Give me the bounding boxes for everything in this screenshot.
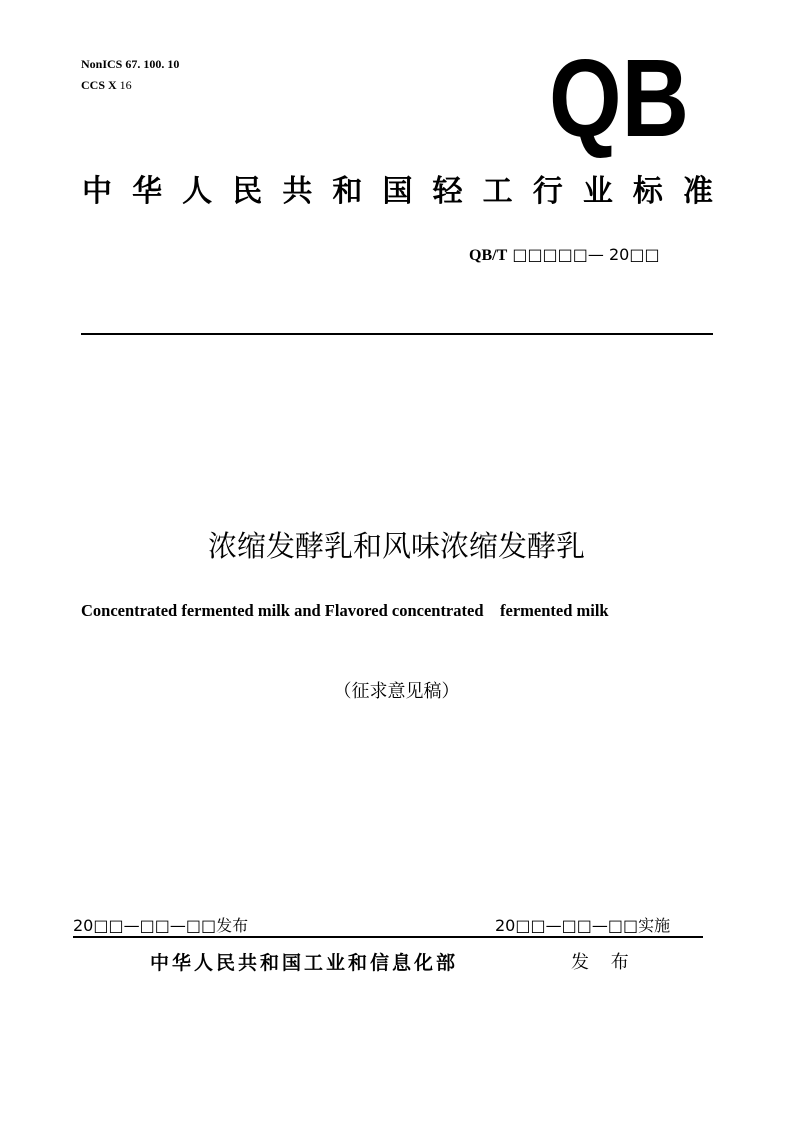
implement-date: 20□□—□□—□□实施 (495, 916, 671, 935)
standard-prefix: QB/T (469, 247, 508, 264)
issuer: 中华人民共和国工业和信息化部 (150, 952, 459, 974)
qb-logo-text: QB (549, 37, 689, 160)
title-chinese: 浓缩发酵乳和风味浓缩发酵乳 (207, 529, 585, 563)
title-english: Concentrated fermented milk and Flavored concentrated fermented milk (81, 601, 609, 620)
standard-code: □□□□□— 20□□ (507, 245, 660, 264)
footer-divider (73, 936, 703, 938)
ccs-number: 16 (116, 78, 132, 92)
ccs-prefix: CCS X (81, 78, 117, 92)
org-title: 中华人民共和国轻工行业标准 (82, 174, 714, 209)
ics-code: NonICS 67. 100. 10 (81, 57, 180, 71)
header-divider (81, 333, 713, 335)
standard-number (469, 244, 660, 267)
ccs-code (81, 78, 132, 92)
draft-status: （征求意见稿） (333, 681, 460, 702)
qb-logo (546, 37, 692, 160)
issue-date: 20□□—□□—□□发布 (73, 916, 249, 935)
issue-word: 发 布 (571, 952, 637, 973)
